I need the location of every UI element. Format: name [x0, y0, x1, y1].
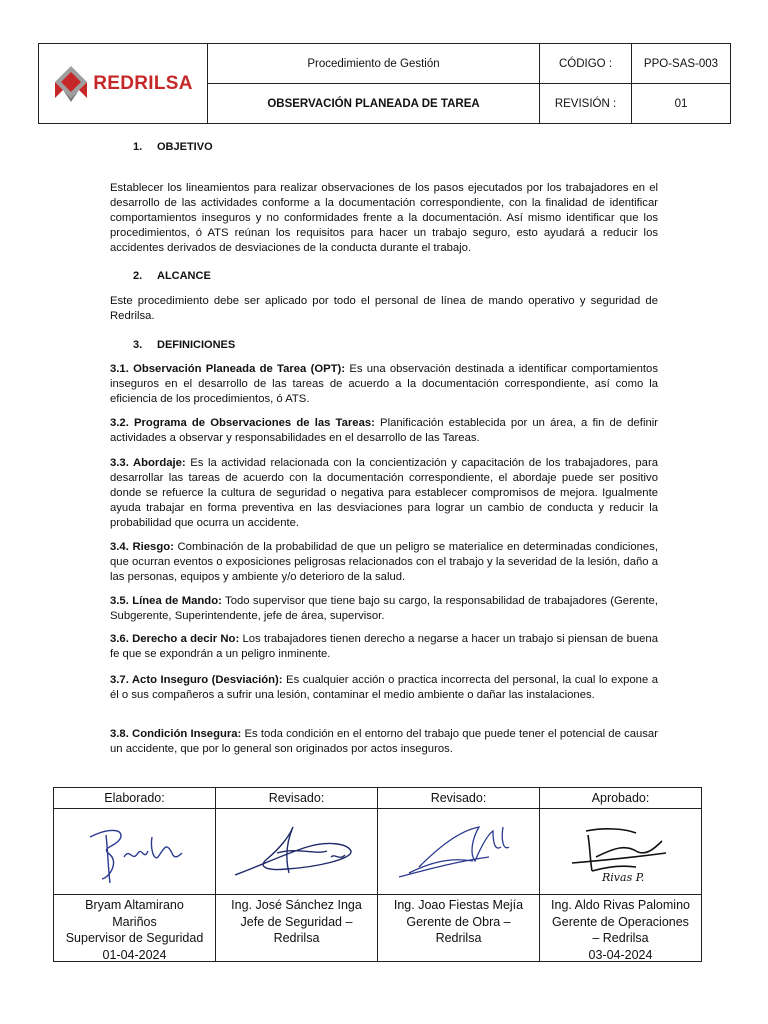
section-heading-objetivo: 1. OBJETIVO [133, 141, 213, 153]
redrilsa-logo [53, 64, 193, 104]
signature-column-revisado-2 [378, 788, 540, 961]
objetivo-paragraph: Establecer los lineamientos para realizar observaciones de los pasos ejecutados por los trabajadores en el desarrollo de las actividades conforme a la documentación correspondiente, con la finalidad de identificar comportamientos inseguros y no conformidades frente a la documentación. Así mismo identificar que los procedimientos, ó ATS reúnan los requisitos para hacer un trabajo seguro, esto ayudará a reducir los accidentes derivados de desviaciones de la conducta durante el trabajo. [110, 182, 658, 254]
definition-item: 3.1. Observación Planeada de Tarea (OPT): Es una observación destinada a identificar comportamientos inseguros en el desarrollo de las tareas de acuerdo a la documentación correspondiente, así como la eficiencia de los procedimientos, ó ATS. [110, 363, 658, 405]
signature-column-revisado-1 [216, 788, 378, 961]
definition-item: 3.2. Programa de Observaciones de las Tareas: Planificación establecida por un área, a fin de definir actividades a observar y responsabilidades en el desarrollo de las Tareas. [110, 417, 659, 444]
signature-column-aprobado [540, 788, 701, 961]
signature-mark [566, 817, 676, 887]
role-label: Elaborado: [54, 788, 215, 809]
role-label: Aprobado: [540, 788, 701, 809]
signer-block: Ing. José Sánchez Inga Jefe de Seguridad – Redrilsa [231, 898, 362, 945]
definition-item: 3.8. Condición Insegura: Es toda condición en el entorno del trabajo que puede tener el potencial de causar un accidente, que por lo general son originados por actos inseguros. [110, 728, 658, 755]
document-header-table [38, 43, 731, 124]
procedure-title: Procedimiento de Gestión [208, 44, 540, 84]
definition-item: 3.4. Riesgo: Combinación de la probabilidad de que un peligro se materialice en determinadas condiciones, que ocurran eventos o exposiciones peligrosas relacionados con el trabajo y la severidad de la lesión, daño a las personas, equipos y ambiente y/o deterioro de la salud. [110, 541, 658, 583]
signature-mark [227, 817, 367, 887]
handwritten-signature [540, 809, 701, 895]
role-label: Revisado: [216, 788, 377, 809]
section-heading-alcance: 2. ALCANCE [133, 270, 211, 282]
redrilsa-mark-icon [53, 64, 89, 104]
signature-mark [80, 817, 190, 887]
revision-value: 01 [674, 97, 688, 110]
svg-text:Rivas P.: Rivas P. [601, 870, 644, 884]
definition-item: 3.3. Abordaje: Es la actividad relacionada con la concientización y capacitación de los trabajadores, para desarrollar las tareas de acuerdo con la documentación correspondiente, el abordaje puede ser positivo donde se refuerce la cultura de seguridad o negativa para establecer compromisos de mejora. Igualmente ayuda trabajar en forma preventiva en las desviaciones para lograr un cambio de conducta y reducir la probabilidad que ocurra un accidente. [110, 457, 658, 529]
signer-block: Ing. Aldo Rivas Palomino Gerente de Operaciones – Redrilsa 03-04-2024 [551, 898, 690, 962]
handwritten-signature [378, 809, 539, 895]
definition-item: 3.6. Derecho a decir No: Los trabajadores tienen derecho a negarse a hacer un trabajo si piensan de buena fe que se expondrán a un peligro inminente. [110, 633, 658, 660]
role-label: Revisado: [378, 788, 539, 809]
code-value: PPO-SAS-003 [632, 44, 730, 84]
logo-text: REDRILSA [93, 72, 193, 94]
signature-mark [389, 817, 529, 887]
definition-item: 3.7. Acto Inseguro (Desviación): Es cualquier acción o practica incorrecta del personal, la cual lo expone a él o sus compañeros a sufrir una lesión, contaminar el medio ambiente o dañar las instalaciones. [110, 674, 658, 701]
definition-item: 3.5. Línea de Mando: Todo supervisor que tiene bajo su cargo, la responsabilidad de trabajadores (Gerente, Subgerente, Superintendente, jefe de área, supervisor. [110, 595, 658, 622]
logo-cell [39, 44, 208, 123]
signature-column-elaborado [54, 788, 216, 961]
revision-label: REVISIÓN : [540, 84, 632, 123]
handwritten-signature [216, 809, 377, 895]
handwritten-signature [54, 809, 215, 895]
alcance-paragraph: Este procedimiento debe ser aplicado por todo el personal de línea de mando operativo y seguridad de Redrilsa. [110, 295, 658, 322]
document-title: OBSERVACIÓN PLANEADA DE TAREA [208, 84, 540, 123]
signature-table [53, 787, 702, 962]
signer-block: Ing. Joao Fiestas Mejía Gerente de Obra – Redrilsa [393, 898, 524, 945]
signer-block: Bryam Altamirano Mariños Supervisor de Seguridad 01-04-2024 [65, 898, 204, 962]
section-heading-definiciones: 3. DEFINICIONES [133, 339, 236, 351]
code-label: CÓDIGO : [540, 44, 632, 84]
